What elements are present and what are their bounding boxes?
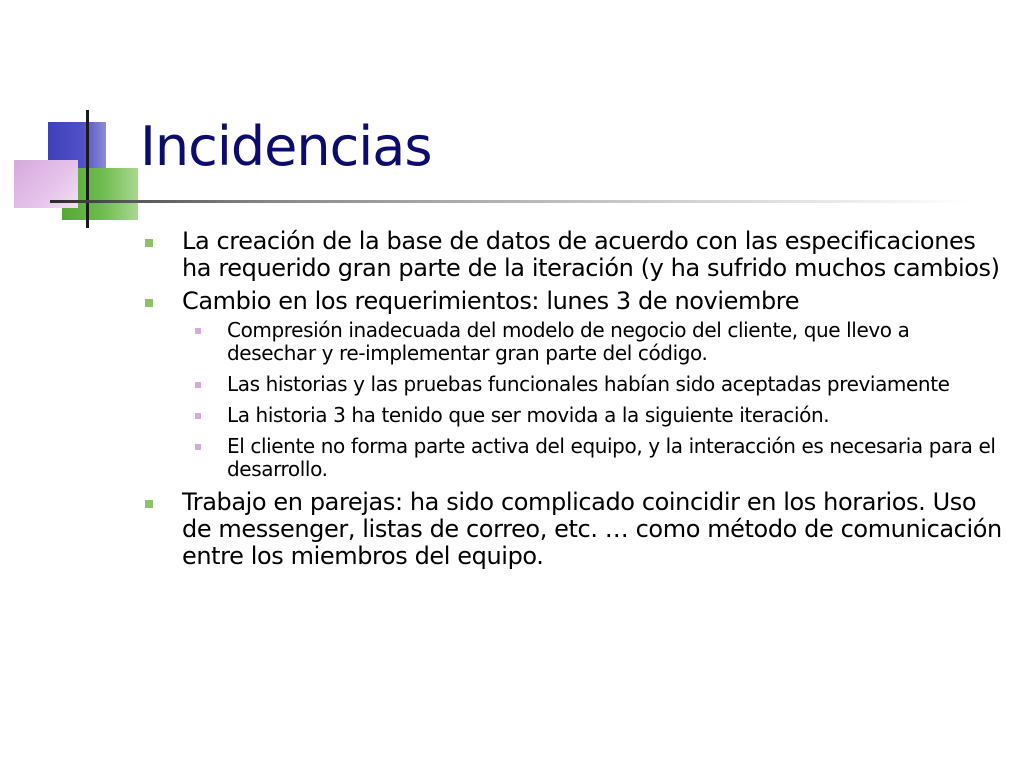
sub-bullet-text: Compresión inadecuada del modelo de negocio del cliente, que llevo a desechar y re-implementar gran parte del código. — [227, 318, 910, 365]
title-underline — [50, 200, 970, 203]
sub-bullet-list — [182, 319, 1002, 481]
bullet-item — [142, 228, 1002, 282]
bullet-text: Trabajo en parejas: ha sido complicado coincidir en los horarios. Uso de messenger, listas de correo, etc. … como método de comunicación entre los miembros del equipo. — [182, 488, 1002, 570]
sub-bullet-item — [182, 373, 1002, 396]
decorative-vertical-line — [86, 110, 89, 228]
bullet-list — [142, 228, 1002, 570]
slide-content — [142, 228, 1002, 576]
slide-title: Incidencias — [140, 115, 432, 178]
square-sub-bullet-icon — [195, 413, 201, 419]
square-bullet-icon — [145, 239, 153, 247]
square-sub-bullet-icon — [195, 382, 201, 388]
bullet-text: Cambio en los requerimientos: lunes 3 de noviembre — [182, 287, 800, 315]
sub-bullet-item — [182, 319, 1002, 365]
bullet-item — [142, 288, 1002, 481]
sub-bullet-text: Las historias y las pruebas funcionales habían sido aceptadas previamente — [227, 372, 950, 396]
sub-bullet-item — [182, 404, 1002, 427]
square-sub-bullet-icon — [195, 444, 201, 450]
bullet-item — [142, 489, 1002, 570]
square-bullet-icon — [145, 500, 153, 508]
bullet-text: La creación de la base de datos de acuerdo con las especificaciones ha requerido gran parte de la iteración (y ha sufrido muchos cambios) — [182, 227, 1000, 282]
sub-bullet-text: La historia 3 ha tenido que ser movida a la siguiente iteración. — [227, 403, 830, 427]
square-bullet-icon — [145, 299, 153, 307]
sub-bullet-text: El cliente no forma parte activa del equipo, y la interacción es necesaria para el desarrollo. — [227, 434, 996, 481]
sub-bullet-item — [182, 435, 1002, 481]
square-sub-bullet-icon — [195, 328, 201, 334]
